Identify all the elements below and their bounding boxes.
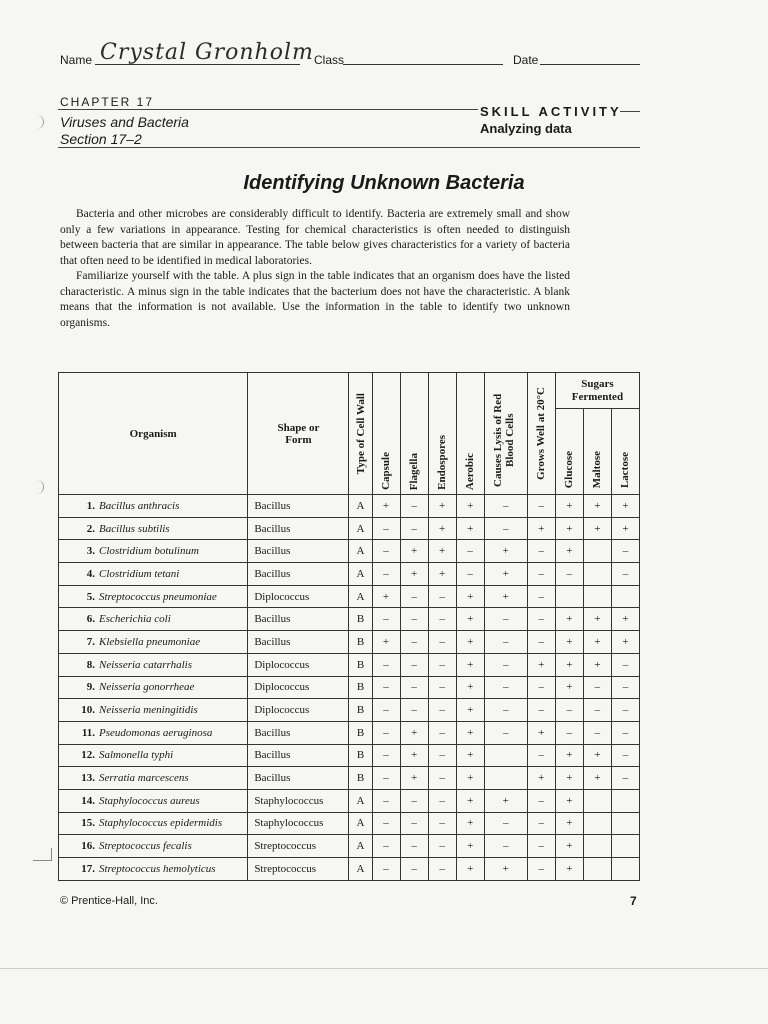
value-cell: –	[428, 789, 456, 812]
shape-header: Shape or Form	[248, 373, 349, 495]
value-cell: A	[349, 517, 372, 540]
value-cell: +	[527, 517, 555, 540]
intro-paragraph-1: Bacteria and other microbes are considerably difficult to identify. Bacteria are extremely small and show only a few variations in appearance. Testing for chemical characteristics is often needed to distinguish between bacteria that are similar in appearance. The table below gives characteristics for a variety of bacteria that often need to be identified in medical laboratories.	[60, 208, 570, 267]
value-cell: –	[400, 608, 428, 631]
value-cell: –	[555, 721, 583, 744]
value-cell: –	[372, 812, 400, 835]
value-cell: A	[349, 495, 372, 518]
organism-name: Pseudomonas aeruginosa	[99, 726, 213, 739]
value-cell	[555, 585, 583, 608]
value-cell: –	[611, 540, 639, 563]
organism-number: 6.	[86, 613, 95, 626]
organism-number: 17.	[81, 862, 95, 875]
organism-number: 3.	[86, 545, 95, 558]
value-cell: –	[372, 608, 400, 631]
shape-cell: Streptococcus	[248, 835, 349, 858]
shape-cell: Bacillus	[248, 540, 349, 563]
value-cell	[583, 789, 611, 812]
value-cell: –	[611, 744, 639, 767]
organism-cell	[59, 858, 248, 881]
class-label: Class	[314, 53, 345, 67]
name-signature: Crystal Gronholm	[100, 40, 314, 65]
organism-name: Bacillus subtilis	[99, 522, 170, 535]
value-cell: +	[456, 608, 484, 631]
value-cell	[583, 835, 611, 858]
value-cell: +	[555, 812, 583, 835]
value-cell: +	[400, 744, 428, 767]
section-label: Section 17–2	[60, 131, 142, 147]
col-header-glucose: Glucose	[555, 409, 583, 495]
value-cell: –	[372, 767, 400, 790]
value-cell: +	[456, 517, 484, 540]
organism-name: Neisseria meningitidis	[99, 704, 198, 717]
table-row	[59, 653, 640, 676]
value-cell: –	[456, 563, 484, 586]
value-cell: –	[527, 676, 555, 699]
sugars-header: Sugars Fermented	[555, 373, 639, 409]
shape-cell: Bacillus	[248, 631, 349, 654]
value-cell	[611, 812, 639, 835]
value-cell: +	[372, 631, 400, 654]
organism-cell	[59, 699, 248, 722]
value-cell: –	[527, 835, 555, 858]
value-cell: –	[372, 789, 400, 812]
value-cell: –	[428, 812, 456, 835]
value-cell: –	[372, 858, 400, 881]
value-cell: A	[349, 540, 372, 563]
value-cell: –	[611, 767, 639, 790]
value-cell: A	[349, 563, 372, 586]
col-header-cell-wall: Type of Cell Wall	[349, 373, 372, 495]
col-header-maltose: Maltose	[583, 409, 611, 495]
value-cell: +	[611, 631, 639, 654]
value-cell	[583, 563, 611, 586]
organism-cell	[59, 495, 248, 518]
hole-punch-mark	[33, 848, 52, 861]
organism-number: 2.	[86, 522, 95, 535]
organism-number: 15.	[81, 817, 95, 830]
value-cell: –	[611, 563, 639, 586]
value-cell: +	[611, 517, 639, 540]
value-cell: +	[555, 789, 583, 812]
shape-cell: Diplococcus	[248, 585, 349, 608]
value-cell: –	[484, 676, 527, 699]
organism-name: Serratia marcescens	[99, 772, 189, 785]
organism-number: 12.	[81, 749, 95, 762]
value-cell: –	[428, 835, 456, 858]
value-cell: +	[555, 517, 583, 540]
value-cell: –	[428, 721, 456, 744]
organism-cell	[59, 789, 248, 812]
organism-number: 13.	[81, 772, 95, 785]
value-cell: –	[372, 699, 400, 722]
organism-number: 11.	[81, 726, 95, 739]
value-cell: B	[349, 631, 372, 654]
organism-name: Klebsiella pneumoniae	[99, 635, 201, 648]
value-cell: +	[456, 744, 484, 767]
organism-cell	[59, 517, 248, 540]
value-cell: +	[527, 721, 555, 744]
date-label: Date	[513, 53, 539, 67]
value-cell: –	[372, 744, 400, 767]
chapter-bottom-rule	[58, 147, 640, 148]
value-cell: B	[349, 699, 372, 722]
value-cell: +	[456, 767, 484, 790]
table-row	[59, 858, 640, 881]
hole-punch-mark	[33, 115, 44, 129]
organism-number: 10.	[81, 704, 95, 717]
organism-number: 1.	[86, 499, 95, 512]
value-cell: –	[527, 631, 555, 654]
value-cell: +	[428, 540, 456, 563]
value-cell: +	[456, 653, 484, 676]
value-cell: +	[372, 585, 400, 608]
organism-cell	[59, 653, 248, 676]
value-cell: –	[428, 858, 456, 881]
intro-paragraph-2: Familiarize yourself with the table. A plus sign in the table indicates that an organism does have the listed characteristic. A minus sign in the table indicates that the bacterium does not have the characteristic. A blank means that the information is not available. Use the information in the table to identify two unknown organisms.	[60, 270, 570, 329]
value-cell: –	[484, 631, 527, 654]
value-cell: –	[527, 744, 555, 767]
intro-text	[60, 207, 570, 331]
value-cell: +	[583, 608, 611, 631]
value-cell	[583, 585, 611, 608]
value-cell: –	[611, 653, 639, 676]
organism-header: Organism	[59, 373, 248, 495]
shape-cell: Diplococcus	[248, 676, 349, 699]
table-row	[59, 563, 640, 586]
value-cell	[583, 858, 611, 881]
value-cell: +	[555, 631, 583, 654]
organism-cell	[59, 721, 248, 744]
value-cell: –	[372, 653, 400, 676]
chapter-rule	[58, 109, 478, 110]
col-header-grows-20c: Grows Well at 20°C	[527, 373, 555, 495]
shape-cell: Bacillus	[248, 767, 349, 790]
value-cell: +	[527, 767, 555, 790]
organism-name: Salmonella typhi	[99, 749, 174, 762]
value-cell	[484, 744, 527, 767]
value-cell: +	[456, 676, 484, 699]
value-cell: –	[527, 789, 555, 812]
value-cell: A	[349, 835, 372, 858]
value-cell: –	[372, 676, 400, 699]
value-cell: –	[400, 858, 428, 881]
table-row	[59, 767, 640, 790]
date-line	[540, 64, 640, 65]
value-cell: +	[400, 540, 428, 563]
value-cell: B	[349, 767, 372, 790]
value-cell: +	[583, 767, 611, 790]
value-cell: –	[527, 812, 555, 835]
value-cell: –	[611, 676, 639, 699]
value-cell: –	[484, 699, 527, 722]
value-cell: –	[484, 835, 527, 858]
value-cell	[611, 835, 639, 858]
table-row	[59, 835, 640, 858]
value-cell: +	[527, 653, 555, 676]
value-cell: +	[555, 540, 583, 563]
organism-name: Streptococcus hemolyticus	[99, 862, 216, 875]
value-cell: B	[349, 676, 372, 699]
value-cell: +	[456, 585, 484, 608]
value-cell: +	[456, 858, 484, 881]
organism-name: Neisseria catarrhalis	[99, 658, 193, 671]
organism-name: Streptococcus fecalis	[99, 840, 192, 853]
value-cell: –	[583, 676, 611, 699]
organism-name: Bacillus anthracis	[99, 499, 180, 512]
shape-cell: Staphylococcus	[248, 812, 349, 835]
shape-cell: Bacillus	[248, 495, 349, 518]
value-cell: +	[555, 676, 583, 699]
shape-cell: Diplococcus	[248, 653, 349, 676]
value-cell: –	[555, 563, 583, 586]
value-cell: –	[372, 517, 400, 540]
value-cell: +	[555, 767, 583, 790]
value-cell: +	[428, 517, 456, 540]
name-line	[95, 64, 300, 65]
page-title: Identifying Unknown Bacteria	[243, 172, 525, 194]
value-cell: +	[484, 585, 527, 608]
value-cell: +	[555, 495, 583, 518]
value-cell: +	[400, 767, 428, 790]
value-cell: B	[349, 721, 372, 744]
table-row	[59, 676, 640, 699]
value-cell: +	[555, 835, 583, 858]
value-cell: +	[583, 653, 611, 676]
value-cell: –	[527, 858, 555, 881]
organism-name: Neisseria gonorrheae	[99, 681, 195, 694]
value-cell: –	[400, 585, 428, 608]
value-cell: +	[583, 631, 611, 654]
organism-cell	[59, 540, 248, 563]
value-cell: –	[484, 812, 527, 835]
value-cell: –	[555, 699, 583, 722]
skill-rule	[620, 111, 640, 112]
chapter-label: CHAPTER 17	[60, 95, 155, 109]
value-cell: +	[428, 495, 456, 518]
table-row	[59, 789, 640, 812]
value-cell: –	[372, 563, 400, 586]
value-cell: B	[349, 608, 372, 631]
value-cell: +	[400, 563, 428, 586]
table-row	[59, 608, 640, 631]
value-cell: +	[583, 517, 611, 540]
table-row	[59, 721, 640, 744]
shape-cell: Staphylococcus	[248, 789, 349, 812]
value-cell: A	[349, 789, 372, 812]
value-cell: +	[583, 744, 611, 767]
value-cell: –	[611, 721, 639, 744]
value-cell	[611, 789, 639, 812]
col-header-flagella: Flagella	[400, 373, 428, 495]
organism-name: Staphylococcus epidermidis	[99, 817, 223, 830]
col-header-lysis: Causes Lysis of Red Blood Cells	[484, 373, 527, 495]
value-cell: –	[400, 835, 428, 858]
value-cell: –	[400, 653, 428, 676]
value-cell	[611, 585, 639, 608]
publisher-credit: © Prentice-Hall, Inc.	[60, 895, 158, 907]
value-cell: –	[484, 495, 527, 518]
value-cell: –	[400, 812, 428, 835]
col-header-endospores: Endospores	[428, 373, 456, 495]
organism-name: Streptococcus pneumoniae	[99, 590, 217, 603]
col-header-capsule: Capsule	[372, 373, 400, 495]
value-cell	[583, 540, 611, 563]
table-row	[59, 585, 640, 608]
value-cell: +	[555, 744, 583, 767]
table-row	[59, 540, 640, 563]
shape-cell: Bacillus	[248, 563, 349, 586]
value-cell: –	[400, 495, 428, 518]
value-cell: –	[583, 721, 611, 744]
organism-cell	[59, 563, 248, 586]
value-cell: A	[349, 812, 372, 835]
value-cell: –	[372, 835, 400, 858]
value-cell: –	[611, 699, 639, 722]
value-cell: –	[484, 517, 527, 540]
value-cell: +	[456, 789, 484, 812]
shape-cell: Bacillus	[248, 517, 349, 540]
organism-cell	[59, 585, 248, 608]
class-line	[343, 64, 503, 65]
value-cell: –	[400, 517, 428, 540]
table-row	[59, 517, 640, 540]
value-cell: –	[428, 608, 456, 631]
organism-cell	[59, 812, 248, 835]
value-cell: –	[527, 699, 555, 722]
value-cell: –	[456, 540, 484, 563]
value-cell: +	[484, 540, 527, 563]
value-cell: –	[428, 767, 456, 790]
col-header-lactose: Lactose	[611, 409, 639, 495]
organism-number: 16.	[81, 840, 95, 853]
value-cell: –	[583, 699, 611, 722]
value-cell: +	[428, 563, 456, 586]
value-cell: –	[527, 585, 555, 608]
shape-cell: Streptococcus	[248, 858, 349, 881]
value-cell: A	[349, 858, 372, 881]
organism-cell	[59, 744, 248, 767]
value-cell: –	[400, 699, 428, 722]
table-row	[59, 812, 640, 835]
shape-cell: Diplococcus	[248, 699, 349, 722]
organism-cell	[59, 608, 248, 631]
skill-activity-label: SKILL ACTIVITY	[480, 104, 622, 119]
value-cell: +	[456, 721, 484, 744]
value-cell: –	[428, 699, 456, 722]
organism-name: Clostridium tetani	[99, 567, 180, 580]
bacteria-table	[58, 372, 640, 881]
value-cell: –	[400, 631, 428, 654]
skill-subtitle: Analyzing data	[480, 121, 572, 136]
value-cell: –	[428, 585, 456, 608]
value-cell: –	[372, 540, 400, 563]
chapter-subtitle: Viruses and Bacteria	[60, 114, 189, 130]
value-cell: –	[428, 653, 456, 676]
organism-cell	[59, 835, 248, 858]
organism-name: Clostridium botulinum	[99, 545, 199, 558]
value-cell: –	[428, 676, 456, 699]
value-cell	[484, 767, 527, 790]
value-cell: +	[484, 858, 527, 881]
value-cell: –	[527, 540, 555, 563]
page-edge	[0, 968, 768, 969]
value-cell: –	[484, 721, 527, 744]
shape-cell: Bacillus	[248, 721, 349, 744]
value-cell: +	[484, 563, 527, 586]
organism-cell	[59, 631, 248, 654]
organism-name: Escherichia coli	[99, 613, 171, 626]
value-cell: +	[611, 608, 639, 631]
value-cell: +	[611, 495, 639, 518]
value-cell: –	[372, 721, 400, 744]
value-cell: +	[484, 789, 527, 812]
value-cell	[583, 812, 611, 835]
organism-name: Staphylococcus aureus	[99, 794, 200, 807]
organism-cell	[59, 767, 248, 790]
name-label: Name	[60, 53, 93, 67]
value-cell: –	[527, 495, 555, 518]
organism-cell	[59, 676, 248, 699]
value-cell: +	[456, 699, 484, 722]
value-cell: +	[456, 495, 484, 518]
value-cell: –	[400, 789, 428, 812]
value-cell: –	[400, 676, 428, 699]
value-cell: –	[484, 608, 527, 631]
table-row	[59, 495, 640, 518]
value-cell: +	[372, 495, 400, 518]
table-row	[59, 631, 640, 654]
value-cell: B	[349, 744, 372, 767]
value-cell: +	[555, 608, 583, 631]
value-cell: –	[428, 631, 456, 654]
organism-number: 4.	[86, 567, 95, 580]
page-number: 7	[630, 894, 637, 908]
shape-cell: Bacillus	[248, 744, 349, 767]
value-cell: –	[527, 563, 555, 586]
value-cell: +	[555, 653, 583, 676]
value-cell: +	[456, 835, 484, 858]
hole-punch-mark	[33, 480, 44, 494]
value-cell: B	[349, 653, 372, 676]
value-cell: +	[400, 721, 428, 744]
organism-number: 7.	[86, 635, 95, 648]
value-cell: –	[428, 744, 456, 767]
organism-number: 5.	[86, 590, 95, 603]
value-cell: –	[527, 608, 555, 631]
value-cell: +	[456, 631, 484, 654]
organism-number: 9.	[86, 681, 95, 694]
organism-number: 14.	[81, 794, 95, 807]
table-row	[59, 744, 640, 767]
value-cell: +	[555, 858, 583, 881]
table-row	[59, 699, 640, 722]
col-header-aerobic: Aerobic	[456, 373, 484, 495]
value-cell: +	[583, 495, 611, 518]
organism-number: 8.	[86, 658, 95, 671]
shape-cell: Bacillus	[248, 608, 349, 631]
value-cell: +	[456, 812, 484, 835]
value-cell: –	[484, 653, 527, 676]
value-cell: A	[349, 585, 372, 608]
value-cell	[611, 858, 639, 881]
